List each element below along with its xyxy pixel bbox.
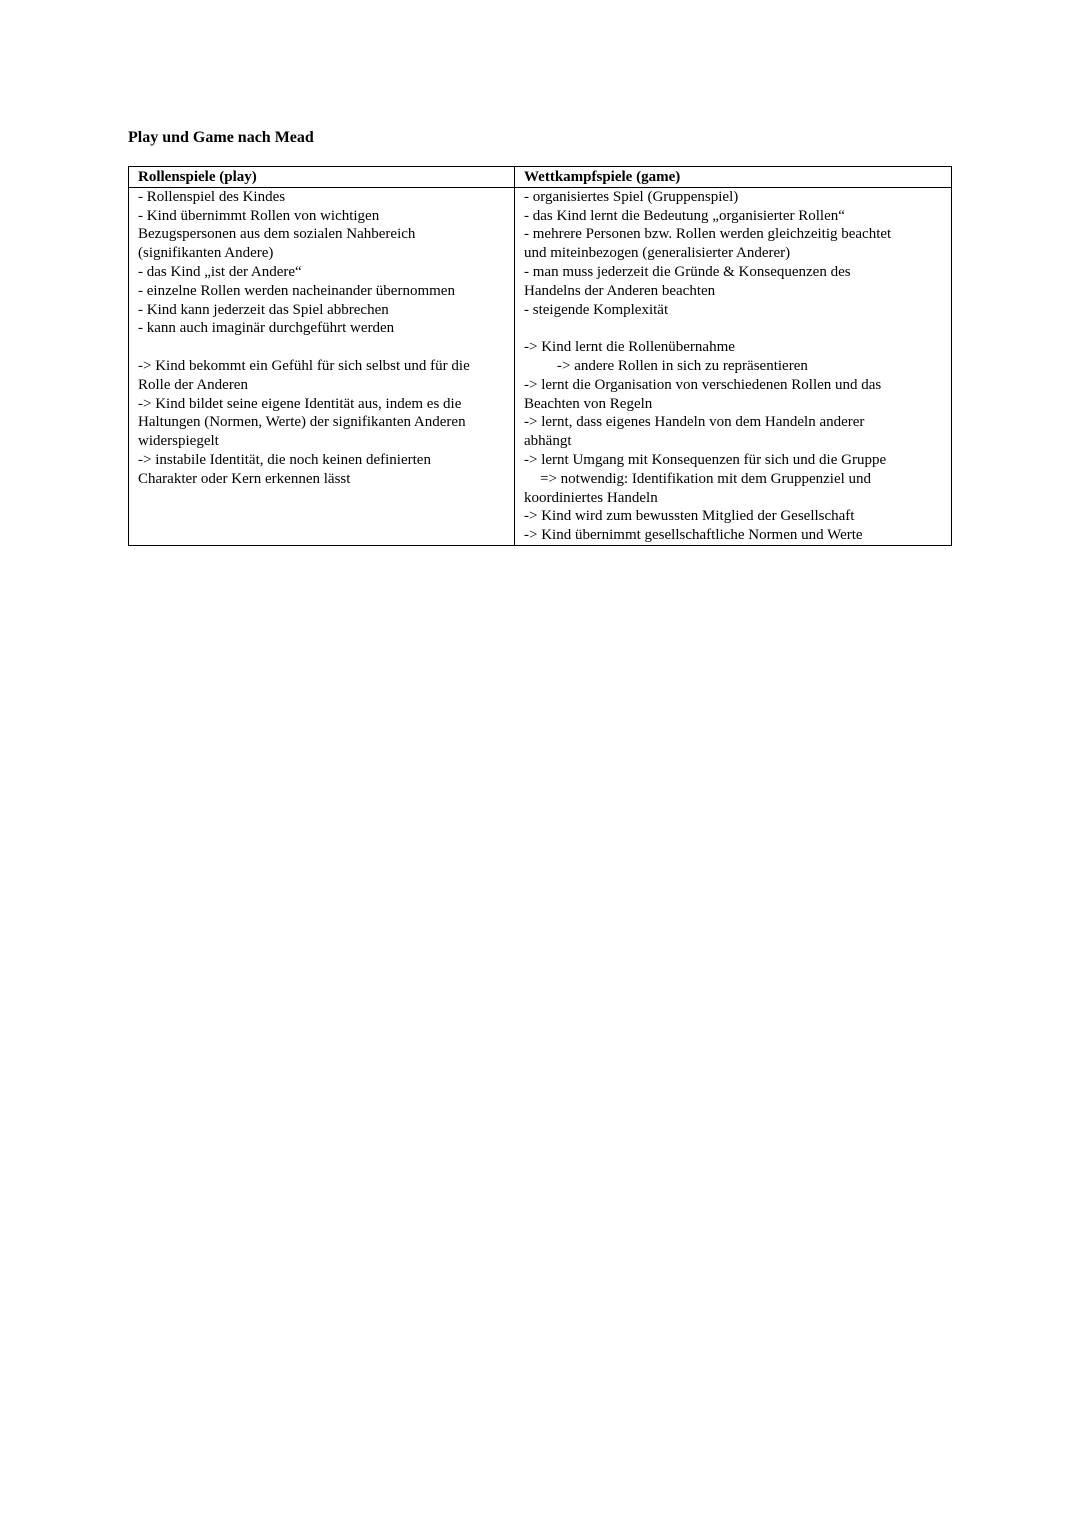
play-line: Charakter oder Kern erkennen lässt [138,470,351,487]
game-line: koordiniertes Handeln [524,489,658,506]
game-line: -> Kind lernt die Rollenübernahme [524,339,735,356]
play-blank-line [138,338,510,357]
game-line: -> Kind übernimmt gesellschaftliche Normen und Werte [524,527,863,544]
table-header-row [129,167,952,188]
game-line: - steigende Komplexität [524,301,669,318]
game-line: Beachten von Regeln [524,395,653,412]
comparison-table [128,166,952,546]
game-blank-line [524,319,947,338]
play-column [129,187,515,545]
game-line: - man muss jederzeit die Gründe & Konsequenzen des [524,263,851,280]
game-line: -> lernt Umgang mit Konsequenzen für sich und die Gruppe [524,451,887,468]
play-line: - kann auch imaginär durchgeführt werden [138,320,395,337]
play-line: (signifikanten Andere) [138,245,274,262]
header-play: Rollenspiele (play) [129,167,515,188]
play-line: widerspiegelt [138,433,219,450]
game-line: - das Kind lernt die Bedeutung „organisierter Rollen“ [524,207,845,224]
game-line: - organisiertes Spiel (Gruppenspiel) [524,188,739,205]
play-line: Bezugspersonen aus dem sozialen Nahbereich [138,226,416,243]
game-line: Handelns der Anderen beachten [524,282,716,299]
play-line: Rolle der Anderen [138,376,248,393]
play-line: -> instabile Identität, die noch keinen definierten [138,451,431,468]
game-column [515,187,952,545]
play-line: Haltungen (Normen, Werte) der signifikanten Anderen [138,414,466,431]
table-body-row [129,187,952,545]
play-line: - das Kind „ist der Andere“ [138,263,302,280]
play-line: - Kind kann jederzeit das Spiel abbrechen [138,301,389,318]
game-line: -> andere Rollen in sich zu repräsentieren [557,357,808,374]
play-line: - Kind übernimmt Rollen von wichtigen [138,207,380,224]
game-line: - mehrere Personen bzw. Rollen werden gleichzeitig beachtet [524,226,892,243]
game-line: -> lernt die Organisation von verschiedenen Rollen und das [524,376,882,393]
header-game: Wettkampfspiele (game) [515,167,952,188]
play-line: -> Kind bekommt ein Gefühl für sich selbst und für die [138,357,470,374]
game-line: -> Kind wird zum bewussten Mitglied der Gesellschaft [524,508,855,525]
game-line: => notwendig: Identifikation mit dem Gruppenziel und [540,470,872,487]
play-line: - einzelne Rollen werden nacheinander übernommen [138,282,455,299]
game-line: -> lernt, dass eigenes Handeln von dem Handeln anderer [524,414,865,431]
play-line: -> Kind bildet seine eigene Identität aus, indem es die [138,395,462,412]
page-title: Play und Game nach Mead [128,129,314,146]
game-line: abhängt [524,433,572,450]
play-line: - Rollenspiel des Kindes [138,188,286,205]
game-line: und miteinbezogen (generalisierter Anderer) [524,245,791,262]
